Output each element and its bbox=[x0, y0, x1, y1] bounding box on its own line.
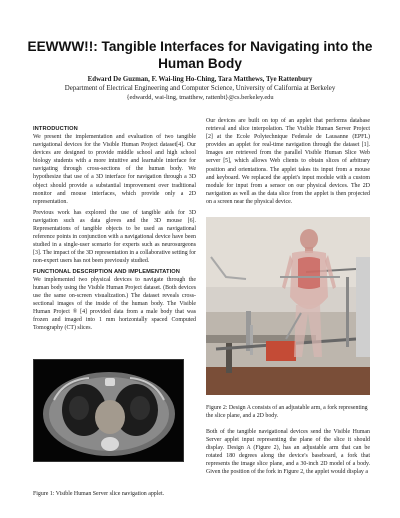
right-paragraph-1: Our devices are built on top of an applet that performs database retrieval and slice interpolation. The Visible Human Server Project [2] at the Ecole Polytechnique Federale de Lausanne (EPFL) provides an applet for real-time navigation through the dataset [1]. Images are retrieved from the parallel Visible Human Slice Web server [5], which allows Web clients to obtain slices of arbitrary position and orientations. The applet takes its input from a mouse and keyboard. We replaced the applet's input module with a custom module for input from a sensor on our physical devices. The 2D navigation as well as the data slice from the applet is then projected on a screen near the physical device. bbox=[206, 118, 370, 205]
paper-title: EEWWW!!: Tangible Interfaces for Navigating into the Human Body bbox=[27, 39, 373, 71]
paper-authors: Edward De Guzman, F. Wai-ling Ho-Ching, Tara Matthews, Tye Rattenbury bbox=[87, 76, 313, 83]
intro-paragraph-1: We present the implementation and evaluation of two tangible navigational devices for the Visible Human Project dataset[4]. Our devices are designed to provide middle school and high school biology students with a more intuitive and learnable interface for navigating through cross-sections of the human body. We hypothesize that use of a 3D interface for navigation through a 3D object should provide a substantial improvement over traditional monitor and mouse interfaces, which provide only a 2D representation. bbox=[33, 134, 196, 205]
intro-paragraph-2: Previous work has explored the use of tangible aids for 3D navigation such as data gloves and the 3D mouse [6]. Representations of tangible objects to be used as navigational reference points in conjunction with a navigational device have been studied in a single-user scenario for experts such as neurosurgeons [3]. The impact of the 3D representation in a collaborative setting for non-expert users has not been previously studied. bbox=[33, 209, 196, 265]
right-column-top bbox=[206, 117, 370, 206]
functional-heading: FUNCTIONAL DESCRIPTION AND IMPLEMENTATION bbox=[33, 268, 181, 275]
figure-2-image bbox=[206, 217, 370, 395]
intro-heading: INTRODUCTION bbox=[33, 126, 78, 132]
functional-paragraph-1: We implemented two physical devices to navigate through the human body using the Visible Human Project dataset. (Both devices use the same on-screen visualization.) The dataset reveals cross-sectional images of the inside of the human body. The Visible Human Project ® [4] provided data from a male body that was frozen and imaged into 1 mm horizontally spaced Computed Tomography (CT) slices. bbox=[33, 276, 196, 332]
figure-1-image bbox=[33, 359, 184, 462]
device-photo-graphic bbox=[206, 217, 370, 395]
ct-slice-graphic bbox=[34, 360, 184, 462]
figure-1-caption: Figure 1: Visible Human Server slice navigation applet. bbox=[33, 491, 165, 497]
right-paragraph-2: Both of the tangible navigational devices send the Visible Human Server applet input representing the plane of the slice it should display. Design A (Figure 2), has an adjustable arm that can be rotated 180 degrees along the device's baseboard, a fork that represents the image slice plane, and a 30-inch 2D model of a body. Given the position of the fork in Figure 2, the applet would display a bbox=[206, 429, 370, 476]
right-column-bottom bbox=[206, 428, 370, 477]
left-column bbox=[33, 125, 196, 332]
paper-affiliation: Department of Electrical Engineering and Computer Science, University of California at Berkeley bbox=[64, 85, 336, 92]
paper-email: {edwardd, wai-ling, tmatthew, rattenbt}@cs.berkeley.edu bbox=[126, 94, 274, 101]
figure-2-caption: Figure 2: Design A consists of an adjustable arm, a fork representing the slice plane, and a 2D body. bbox=[206, 405, 368, 419]
